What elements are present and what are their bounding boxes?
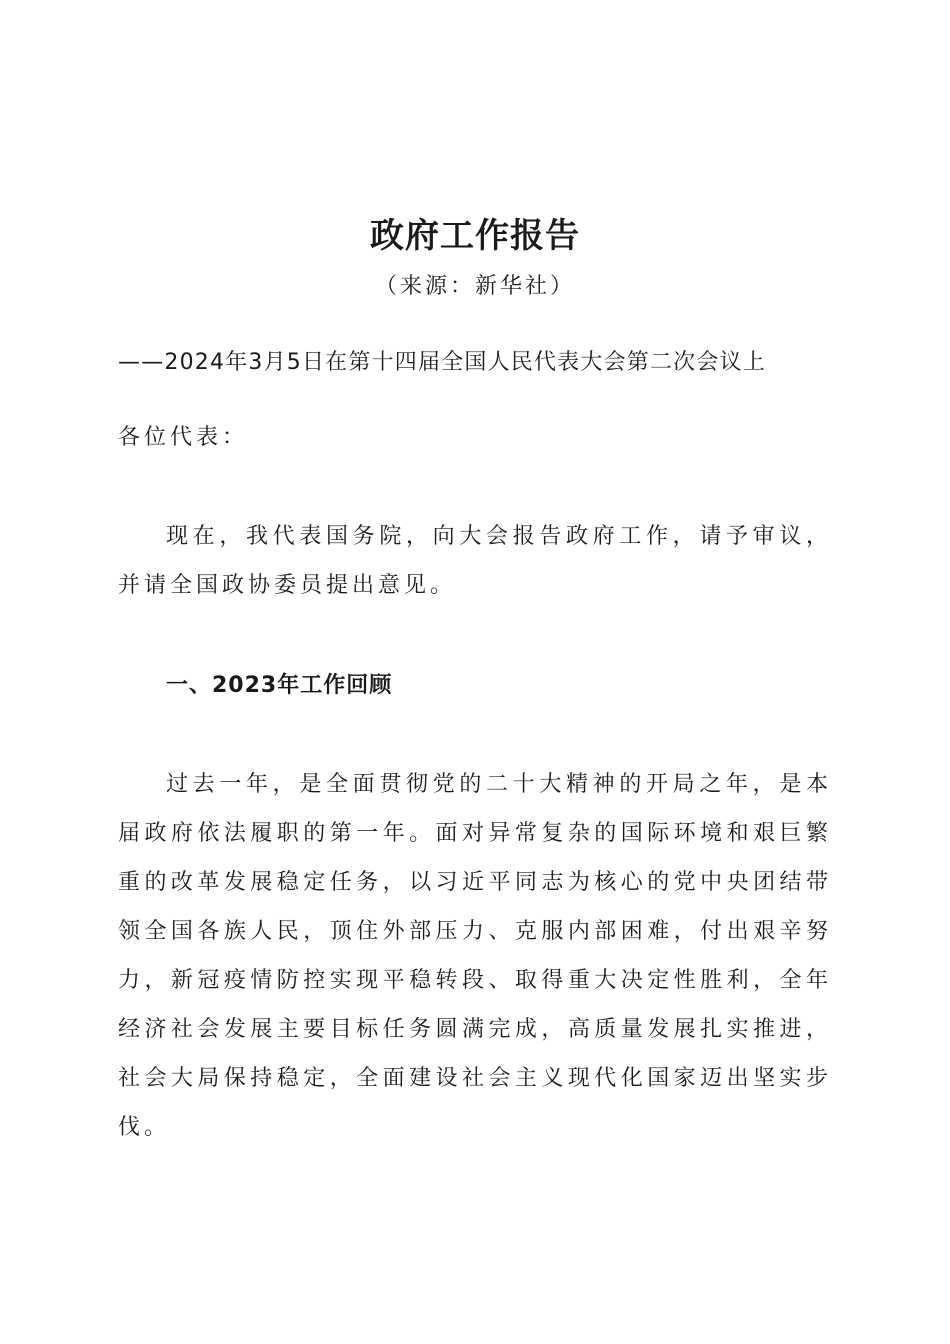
document-source: （来源：新华社） (374, 274, 575, 299)
section-heading: 一、2023年工作回顾 (166, 673, 393, 698)
salutation: 各位代表： (118, 425, 249, 450)
intro-paragraph: 现在，我代表国务院，向大会报告政府工作，请予审议，并请全国政协委员提出意见。 (118, 524, 832, 598)
document-subtitle: ——2024年3月5日在第十四届全国人民代表大会第二次会议上 (118, 350, 766, 375)
document-title: 政府工作报告 (370, 216, 580, 256)
section-paragraph: 过去一年，是全面贯彻党的二十大精神的开局之年，是本届政府依法履职的第一年。面对异常复杂的国际环境和艰巨繁重的改革发展稳定任务，以习近平同志为核心的党中央团结带领全国各族人民，顶住外部压力、克服内部困难，付出艰辛努力，新冠疫情防控实现平稳转段、取得重大决定性胜利，全年经济社会发展主要目标任务圆满完成，高质量发展扎实推进，社会大局保持稳定，全面建设社会主义现代化国家迈出坚实步伐。 (118, 772, 832, 1140)
